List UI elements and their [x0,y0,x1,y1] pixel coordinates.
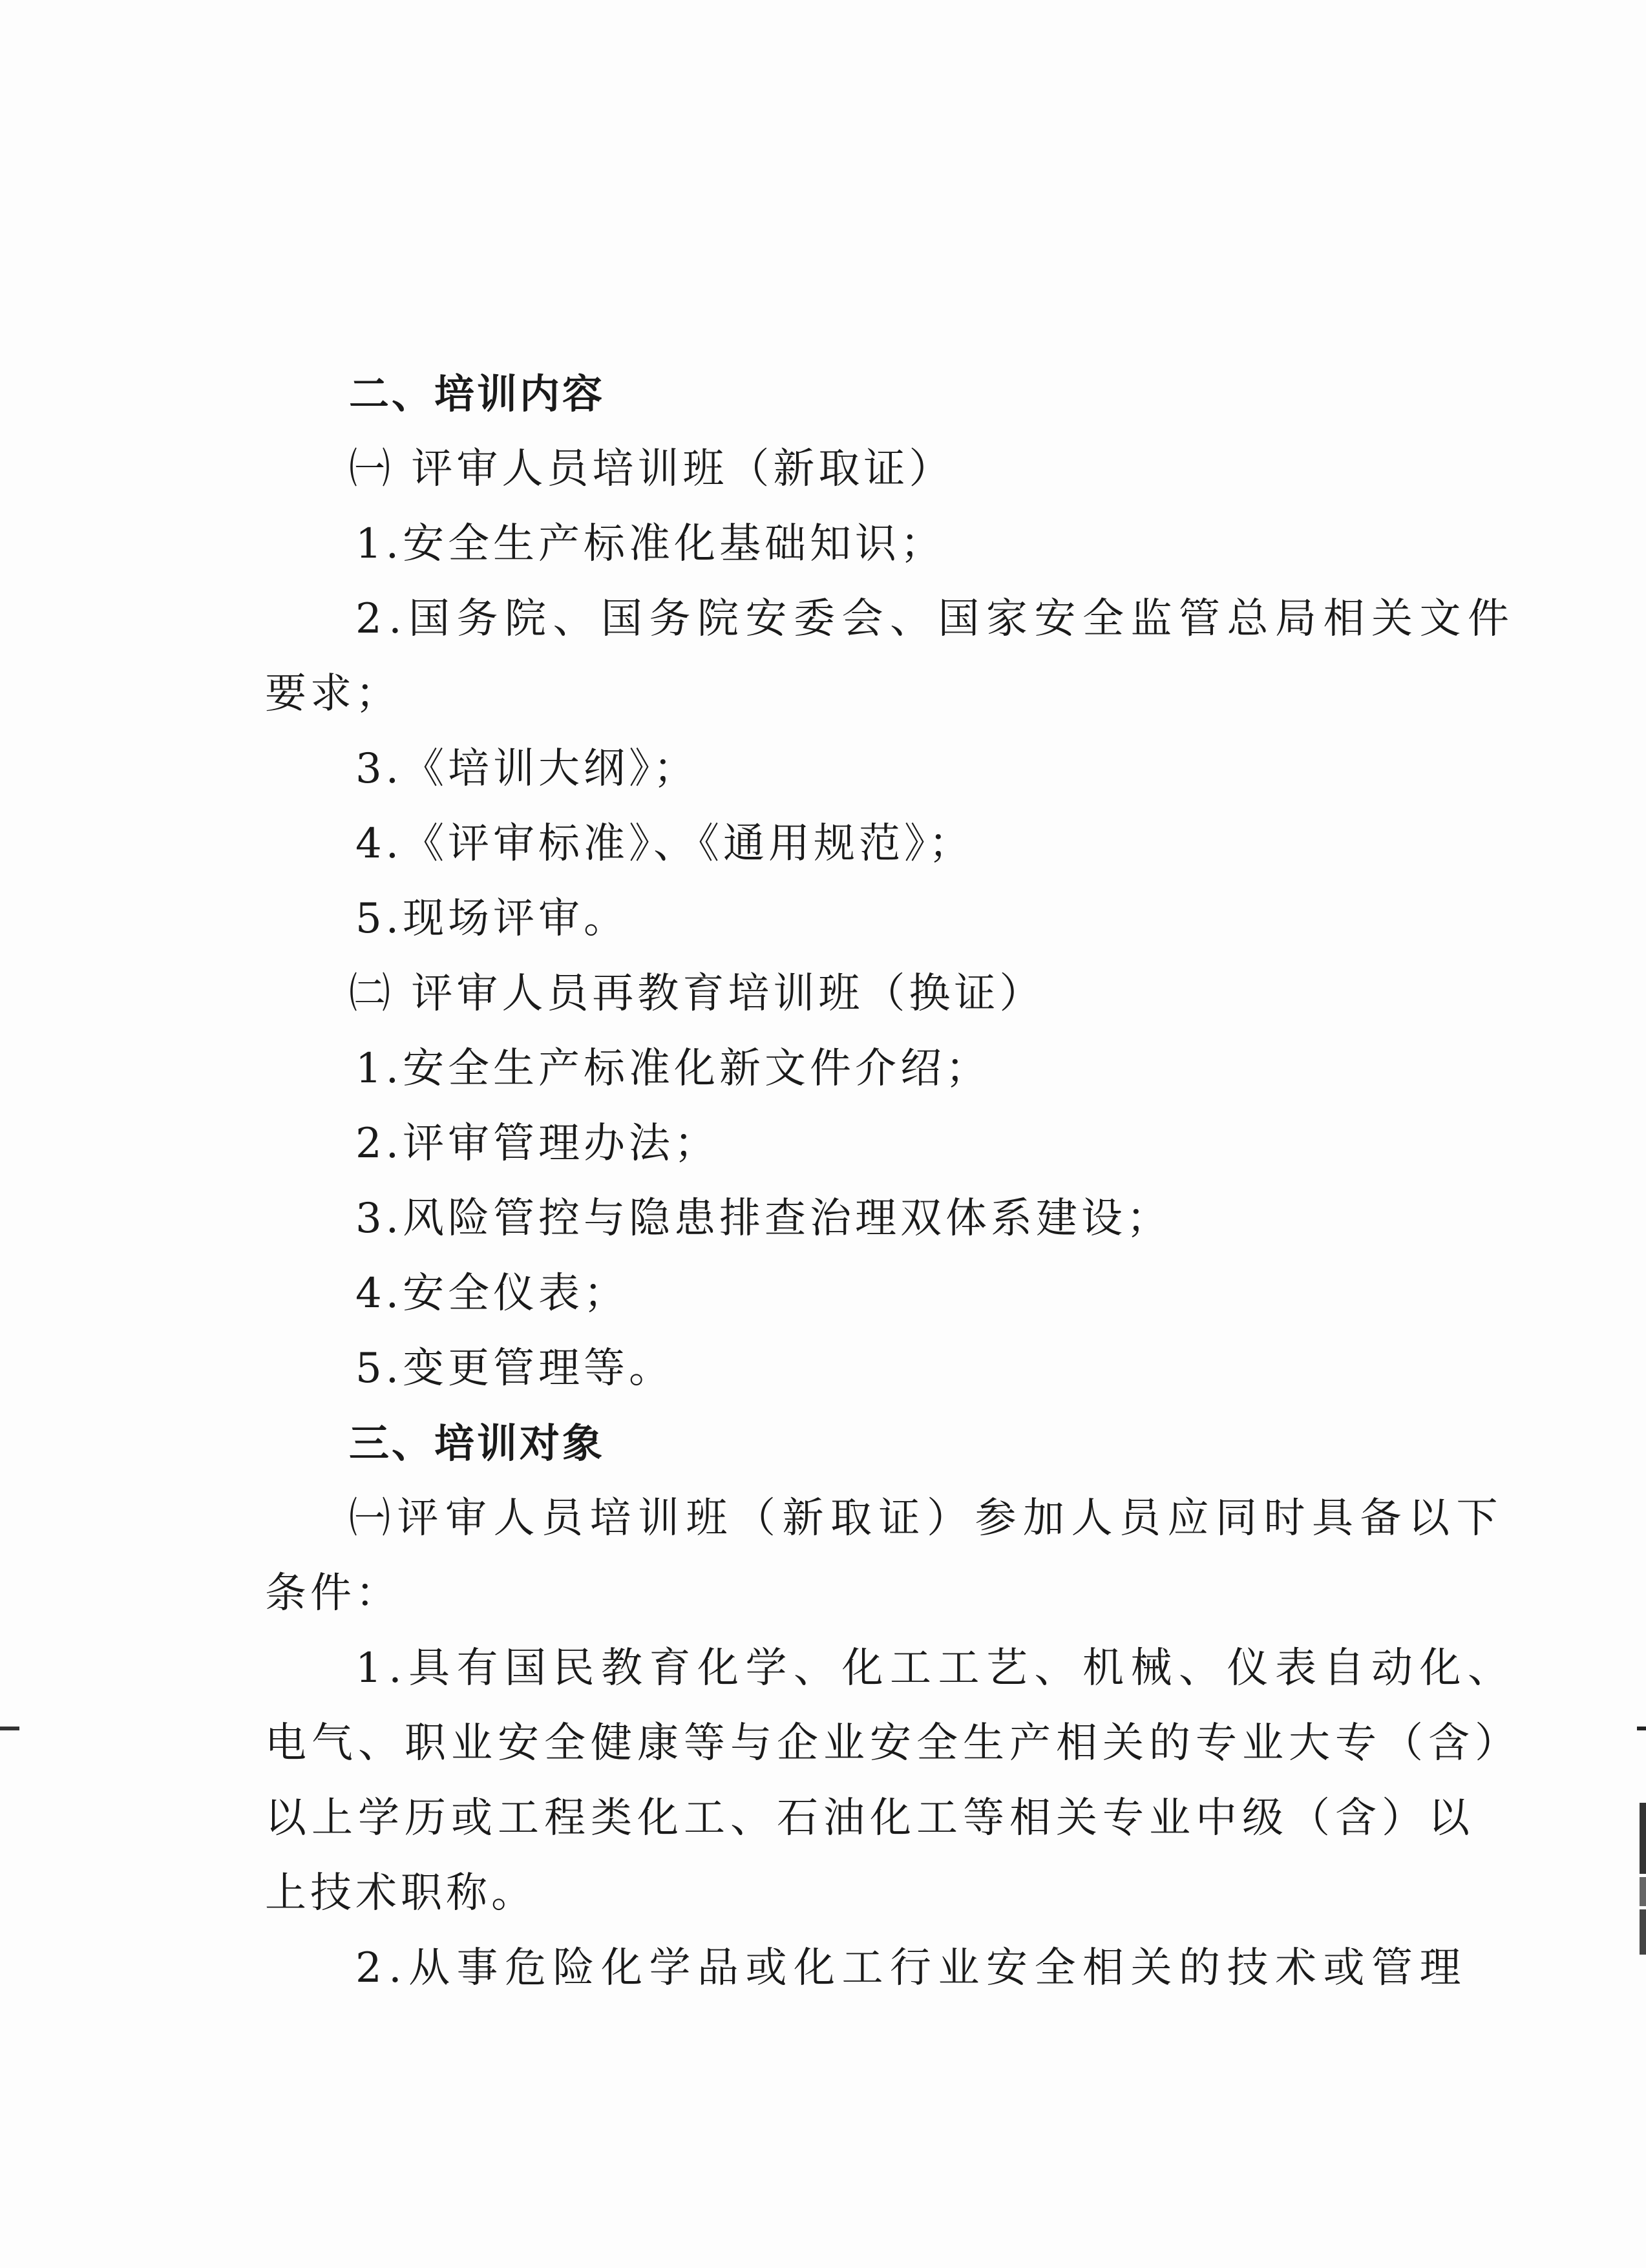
section-heading-training-target: 三、培训对象 [349,1420,606,1467]
subsection-title: ㈠ 评审人员培训班（新取证） [349,445,955,493]
list-item: 2.评审管理办法； [355,1120,720,1168]
section-heading-training-content: 二、培训内容 [349,370,606,417]
list-item: 3.《培训大纲》； [355,745,699,793]
list-item: 1.安全生产标准化基础知识； [355,520,946,568]
list-item: 1.安全生产标准化新文件介绍； [355,1045,991,1093]
list-item: 2.从事危险化学品或化工行业安全相关的技术或管理 [355,1944,1468,1992]
scan-artifact [1640,1803,1646,1874]
subsection-title: ㈡ 评审人员再教育培训班（换证） [349,970,1045,1018]
list-item: 2.国务院、国务院安委会、国家安全监管总局相关文件 [355,595,1516,643]
scan-artifact [1640,1909,1646,1955]
scan-artifact [1640,1877,1646,1906]
list-item: 4.《评审标准》、《通用规范》； [355,820,975,868]
list-item-continuation: 要求； [265,670,401,718]
scan-artifact [1637,1727,1646,1730]
list-item-continuation: 上技术职称。 [265,1869,536,1917]
list-item-continuation: 电气、职业安全健康等与企业安全生产相关的专业大专（含） [265,1719,1521,1767]
list-item-continuation: 条件： [265,1570,401,1617]
list-item: 5.现场评审。 [355,895,629,943]
scan-artifact [0,1727,19,1730]
subsection-title: ㈠评审人员培训班（新取证）参加人员应同时具备以下 [349,1495,1504,1542]
list-item: 4.安全仪表； [355,1270,629,1318]
list-item-continuation: 以上学历或工程类化工、石油化工等相关专业中级（含）以 [265,1794,1475,1842]
list-item: 5.变更管理等。 [355,1345,675,1392]
list-item: 1.具有国民教育化学、化工工艺、机械、仪表自动化、 [355,1644,1516,1692]
list-item: 3.风险管控与隐患排查治理双体系建设； [355,1195,1172,1243]
